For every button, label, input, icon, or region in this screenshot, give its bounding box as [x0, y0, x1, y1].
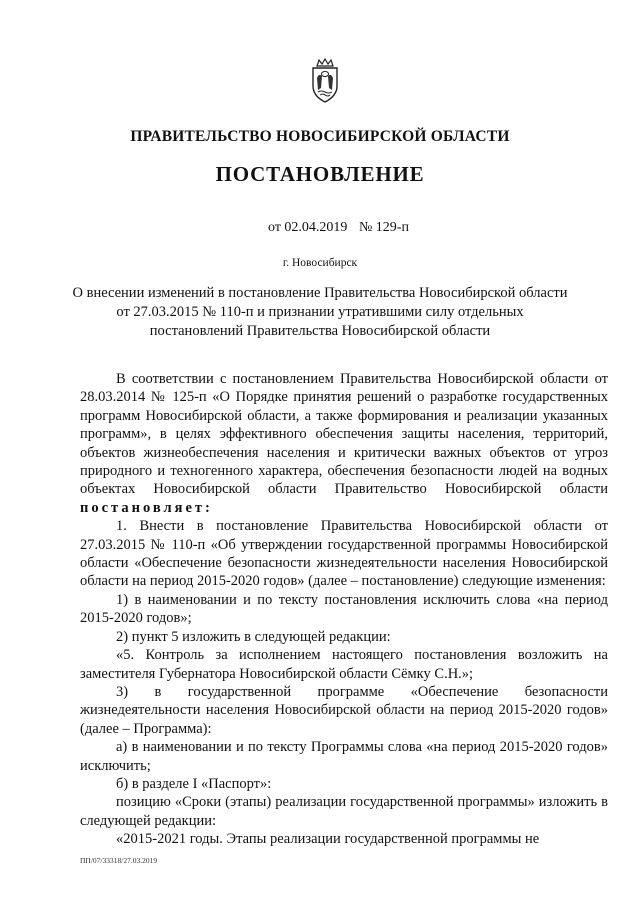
paragraph-7: б) в разделе I «Паспорт»: — [116, 775, 272, 792]
paragraph-8: позицию «Сроки (этапы) реализации государственной программы» изложить в следующей редакции: — [80, 794, 608, 829]
paragraph-4: «5. Контроль за исполнением настоящего постановления возложить на заместителя Губернатора Новосибирской области Сёмку С.Н.»; — [80, 647, 608, 682]
document-body — [80, 370, 608, 849]
resolves-keyword: постановляет: — [80, 499, 213, 516]
paragraph-6: а) в наименовании и по тексту Программы слова «на период 2015-2020 годов» исключить; — [80, 739, 608, 774]
paragraph-3: 2) пункт 5 изложить в следующей редакции: — [116, 628, 391, 645]
coat-of-arms-icon — [305, 58, 345, 104]
city-name: г. Новосибирск — [282, 257, 358, 269]
document-date: от 02.04.2019 — [268, 220, 348, 235]
organization-name: ПРАВИТЕЛЬСТВО НОВОСИБИРСКОЙ ОБЛАСТИ — [130, 128, 510, 145]
paragraph-1: 1. Внести в постановление Правительства Новосибирской области от 27.03.2015 № 110-п «Об утверждении государственной программы Новосибирской области «Обеспечение безопасности жизнедеятельности населения Новосибирской области на период 2015-2020 годов» (далее – постановление) следующие изменения: — [80, 518, 608, 590]
paragraph-9: «2015-2021 годы. Этапы реализации государственной программы не — [116, 831, 540, 848]
preamble-text: В соответствии с постановлением Правительства Новосибирской области от 28.03.2014 № 125-п «О Порядке принятия решений о разработке государственных программ Новосибирской области, а также формирования и реализации указанных программ», в целях эффективного обеспечения защиты населения, территорий, объектов жизнеобеспечения населения и критически важных объектов от угроз природного и техногенного характера, обеспечения безопасности людей на водных объектах Новосибирской области Правительство Новосибирской области — [80, 371, 608, 498]
document-title: О внесении изменений в постановление Правительства Новосибирской области от 27.03.2015 № 110-п и признании утратившими силу отдельных постановлений Правительства Новосибирской области — [72, 285, 568, 339]
preamble-paragraph — [80, 370, 608, 517]
document-date-number — [268, 220, 409, 236]
paragraph-5: 3) в государственной программе «Обеспечение безопасности жизнедеятельности населения Новосибирской области на период 2015-2020 годов» (далее – Программа): — [80, 683, 608, 737]
document-type: ПОСТАНОВЛЕНИЕ — [215, 162, 425, 186]
paragraph-2: 1) в наименовании и по тексту постановления исключить слова «на период 2015-2020 годов»; — [80, 591, 608, 627]
document-number: № 129-п — [358, 220, 409, 235]
footer-code: ПП/07/33318/27.03.2019 — [80, 856, 158, 865]
